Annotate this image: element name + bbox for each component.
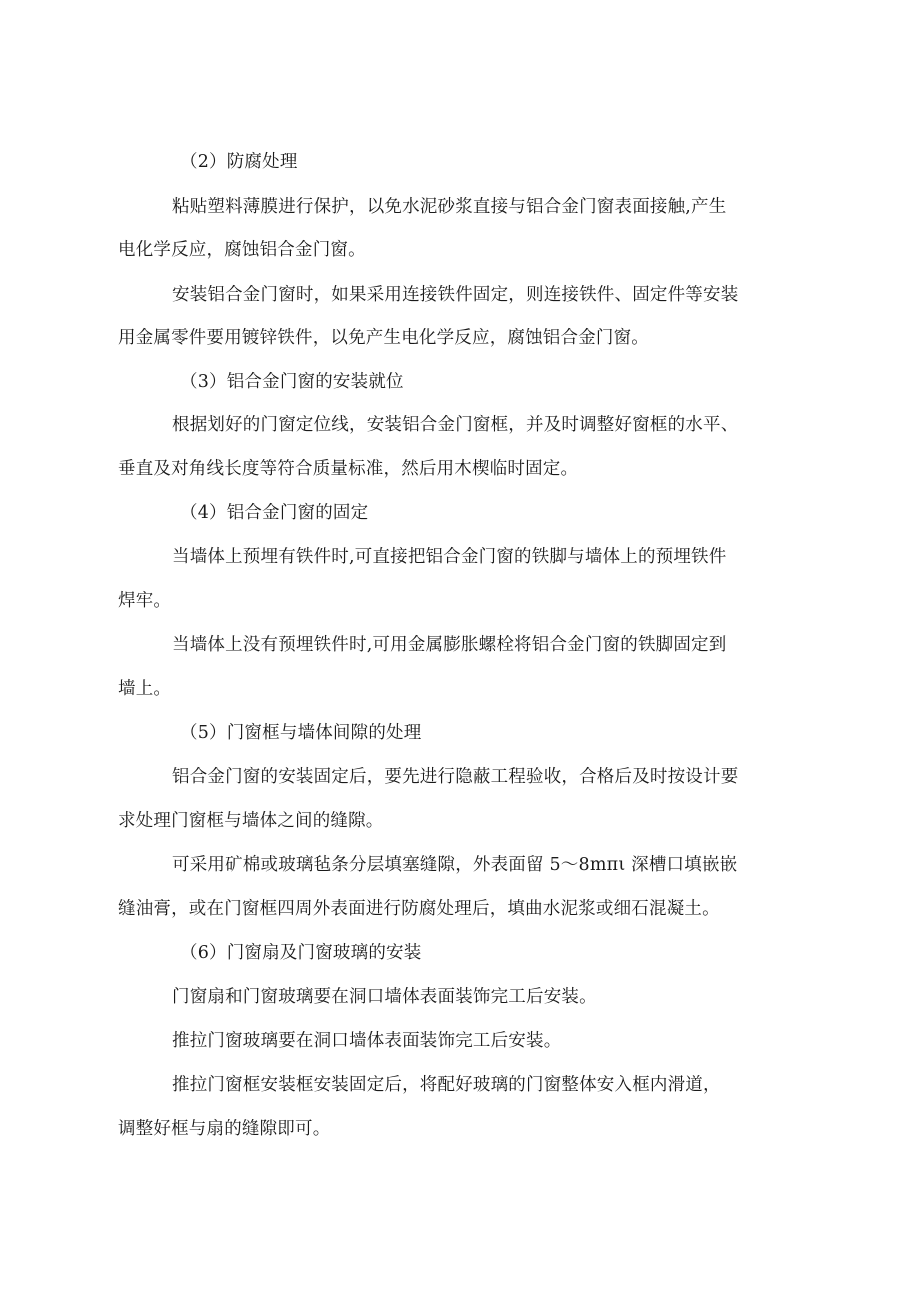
- paragraph-line: 缝油膏，或在门窗框四周外表面进行防腐处理后，填曲水泥浆或细石混凝土。: [118, 899, 720, 919]
- paragraph-line: 求处理门窗框与墙体之间的缝隙。: [118, 811, 384, 831]
- section-heading-6: （6）门窗扇及门窗玻璃的安装: [180, 943, 422, 963]
- paragraph-line: 粘贴塑料薄膜进行保护，以免水泥砂浆直接与铝合金门窗表面接触,产生: [172, 197, 727, 217]
- paragraph-line: 推拉门窗玻璃要在洞口墙体表面装饰完工后安装。: [172, 1031, 562, 1051]
- paragraph-line: 垂直及对角线长度等符合质量标准，然后用木楔临时固定。: [118, 459, 579, 479]
- paragraph-line: 当墙体上没有预埋铁件时,可用金属膨胀螺栓将铝合金门窗的铁脚固定到: [172, 635, 727, 655]
- paragraph-line: 可采用矿棉或玻璃毡条分层填塞缝隙，外表面留 5～8mπι 深槽口填嵌嵌: [172, 855, 738, 875]
- paragraph-line: 根据划好的门窗定位线，安装铝合金门窗框，并及时调整好窗框的水平、: [172, 415, 739, 435]
- paragraph-line: 调整好框与扇的缝隙即可。: [118, 1119, 331, 1139]
- section-heading-4: （4）铝合金门窗的固定: [180, 503, 369, 523]
- paragraph-line: 用金属零件要用镀锌铁件，以免产生电化学反应，腐蚀铝合金门窗。: [118, 328, 649, 348]
- paragraph-line: 门窗扇和门窗玻璃要在洞口墙体表面装饰完工后安装。: [172, 987, 597, 1007]
- paragraph-line: 推拉门窗框安装框安装固定后，将配好玻璃的门窗整体安入框内滑道，: [172, 1075, 721, 1095]
- section-heading-5: （5）门窗框与墙体间隙的处理: [180, 723, 422, 743]
- section-heading-2: （2）防腐处理: [180, 152, 298, 172]
- paragraph-line: 铝合金门窗的安装固定后，要先进行隐蔽工程验收，合格后及时按设计要: [172, 767, 739, 787]
- paragraph-line: 当墙体上预埋有铁件时,可直接把铝合金门窗的铁脚与墙体上的预埋铁件: [172, 547, 727, 567]
- paragraph-line: 电化学反应，腐蚀铝合金门窗。: [118, 240, 366, 260]
- paragraph-line: 墙上。: [118, 679, 172, 699]
- paragraph-line: 焊牢。: [118, 591, 172, 611]
- section-heading-3: （3）铝合金门窗的安装就位: [180, 372, 404, 392]
- paragraph-line: 安装铝合金门窗时，如果采用连接铁件固定，则连接铁件、固定件等安装: [172, 285, 739, 305]
